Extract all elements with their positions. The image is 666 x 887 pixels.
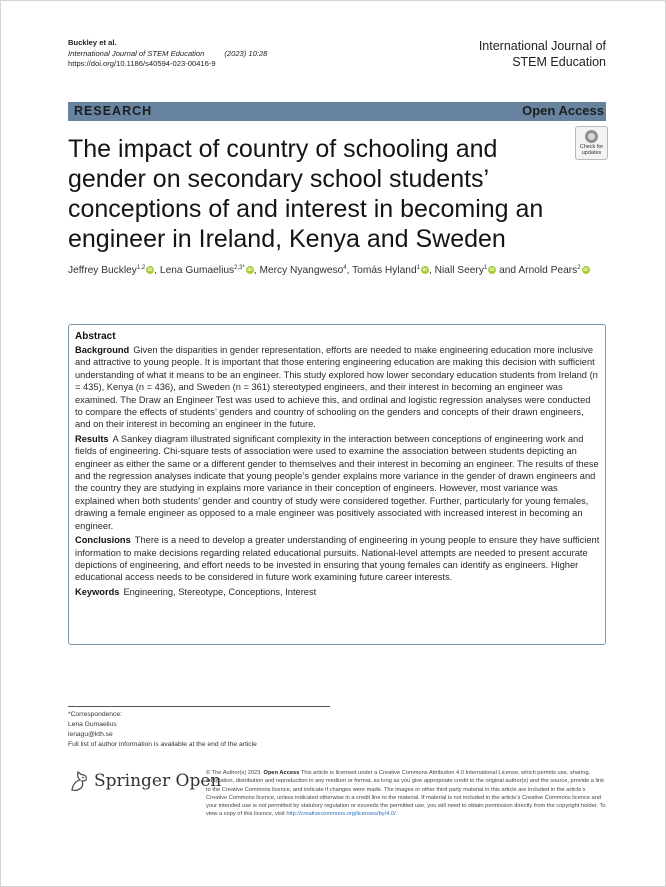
- author-name[interactable]: Mercy Nyangweso: [259, 265, 344, 276]
- springer-wordmark: [94, 771, 221, 791]
- license-link[interactable]: http://creativecommons.org/licenses/by/4.0/.: [286, 811, 398, 818]
- background-label: Background: [75, 345, 130, 355]
- license-open-access: Open Access: [263, 770, 300, 776]
- author-affiliation: 1: [416, 265, 420, 271]
- correspondence-label: *Correspondence:: [68, 711, 122, 718]
- orcid-icon[interactable]: [582, 266, 590, 274]
- background-text: Given the disparities in gender representation, efforts are needed to make engineering education more inclusive and attractive to young people. It is important that those entering engineering education are making this decision with sufficient understanding of what it means to be an engineer. This study explored how lower secondary education students from Ireland (n = 435), Kenya (n = 436), and Sweden (n = 361) stereotyped engineers, and their interest in becoming an engineer was examined. The Draw an Engineer Test was used to achieve this, and ordinal and logistic regression analyses were conducted to compare the effects of students’ genders and country of schooling on the genders and concepts of their drawn engineers, and on their interest in becoming an engineer in the future.: [75, 345, 598, 430]
- citation-journal: International Journal of STEM Education: [68, 48, 205, 58]
- author-list: Jeffrey Buckley$^{1,2}$iD , Lena Gumaelius$^{2,3*}$iD , Mercy Nyangweso$^4$, Tomás Hyland$^1$iD , Niall Seery$^1$iD and Arnold Pears$^2$iD: [68, 260, 608, 279]
- author-affiliation: 1: [483, 265, 488, 271]
- author-affiliation: 1,2: [136, 265, 146, 271]
- abstract-background: [75, 344, 600, 431]
- check-for-updates-icon: [585, 130, 598, 143]
- footnote-divider: [68, 706, 330, 707]
- keywords-label: Keywords: [75, 586, 120, 597]
- citation-block: [68, 38, 267, 70]
- check-line1: Check for: [579, 144, 604, 150]
- journal-name-line1: International Journal of: [478, 39, 606, 53]
- article-type-label: RESEARCH: [74, 104, 153, 118]
- results-text: A Sankey diagram illustrated significant complexity in the interaction between conceptions of engineering work and fields of engineering. Chi-square tests of association were used to examine the association between students depicting an engineer as either the same or a different gender to themselves and their interest in becoming an engineer. The results of these and the regression analyses indicate that young people’s gender explains more variance in the gender of drawn engineers and the country they are studying in explains more variance in their conception of engineers. However, most variance was explained when both students’ gender and country of study were considered together. Further, particularly for young females, drawing a female engineer as opposed to a male engineer was positively associated with increased interest in becoming an engineer.: [75, 433, 599, 531]
- abstract: [75, 330, 600, 598]
- journal-name: [456, 39, 606, 70]
- check-for-updates-button[interactable]: [575, 126, 608, 160]
- check-for-updates-label: [576, 144, 607, 156]
- conclusions-label: Conclusions: [75, 535, 131, 546]
- author-name[interactable]: Jeffrey Buckley: [68, 265, 137, 276]
- springer-name: Springer: [94, 771, 171, 791]
- conclusions-text: There is a need to develop a greater understanding of engineering in young people to ensure they have sufficient information to make decisions regarding related educational pursuits. National-level attempts are needed to present accurate depictions of engineering, and effort needs to be invested in ensuring that young females can identify as engineers. Higher educational access needs to be considered in future work examining future career interests.: [75, 535, 600, 583]
- author-info-note: Full list of author information is available at the end of the article: [68, 741, 257, 748]
- article-title: The impact of country of schooling and gender on secondary school students’ conceptions of and interest in becoming an engineer in Ireland, Kenya and Sweden: [68, 135, 544, 253]
- author-name[interactable]: Niall Seery: [434, 265, 484, 276]
- journal-name-line2: STEM Education: [512, 54, 606, 69]
- keywords-text: Engineering, Stereotype, Conceptions, Interest: [123, 586, 317, 597]
- springer-suffix: Open: [175, 771, 222, 791]
- citation-year: (2023) 10:28: [224, 48, 268, 58]
- abstract-conclusions: [75, 534, 600, 584]
- abstract-keywords: [75, 586, 600, 598]
- correspondence-footnote: [68, 710, 257, 750]
- springer-horse-icon: [68, 769, 90, 793]
- citation-authors: Buckley et al.: [68, 38, 117, 47]
- author-name[interactable]: Lena Gumaelius: [159, 265, 235, 276]
- author-affiliation: 4: [343, 265, 347, 271]
- abstract-heading: Abstract: [75, 331, 116, 342]
- doi-link[interactable]: https://doi.org/10.1186/s40594-023-00416-9: [68, 59, 216, 68]
- license-text: This article is licensed under a Creative Commons Attribution 4.0 International License, which permits use, sharing, adaptation, distribution and reproduction in any medium or format, as long as you give appropriate credit to the original author(s) and the source, provide a link to the Creative Commons licence, and indicate if changes were made. The images or other third party material in this article are included in the article’s Creative Commons licence, unless indicated otherwise in a credit line to the material. If material is not included in the article’s Creative Commons licence and your intended use is not permitted by statutory regulation or exceeds the permitted use, you will need to obtain permission directly from the copyright holder. To view a copy of this licence, visit: [206, 770, 606, 818]
- orcid-icon[interactable]: [421, 266, 429, 274]
- open-access-label: Open Access: [522, 103, 604, 118]
- author-affiliation: 2: [577, 265, 581, 271]
- correspondence-name: Lena Gumaelius: [68, 721, 117, 728]
- author-name[interactable]: Tomás Hyland: [352, 265, 417, 276]
- check-line2: updates: [581, 150, 602, 156]
- author-name[interactable]: Arnold Pears: [518, 265, 578, 276]
- license-statement: [206, 769, 606, 819]
- orcid-icon[interactable]: [246, 266, 254, 274]
- orcid-icon[interactable]: [488, 266, 496, 274]
- orcid-icon[interactable]: [146, 266, 154, 274]
- correspondence-email[interactable]: lenagu@kth.se: [68, 731, 113, 738]
- author-affiliation: 2,3*: [234, 265, 245, 271]
- license-copyright: © The Author(s) 2023.: [206, 770, 262, 776]
- results-label: Results: [75, 433, 109, 444]
- abstract-results: [75, 433, 600, 532]
